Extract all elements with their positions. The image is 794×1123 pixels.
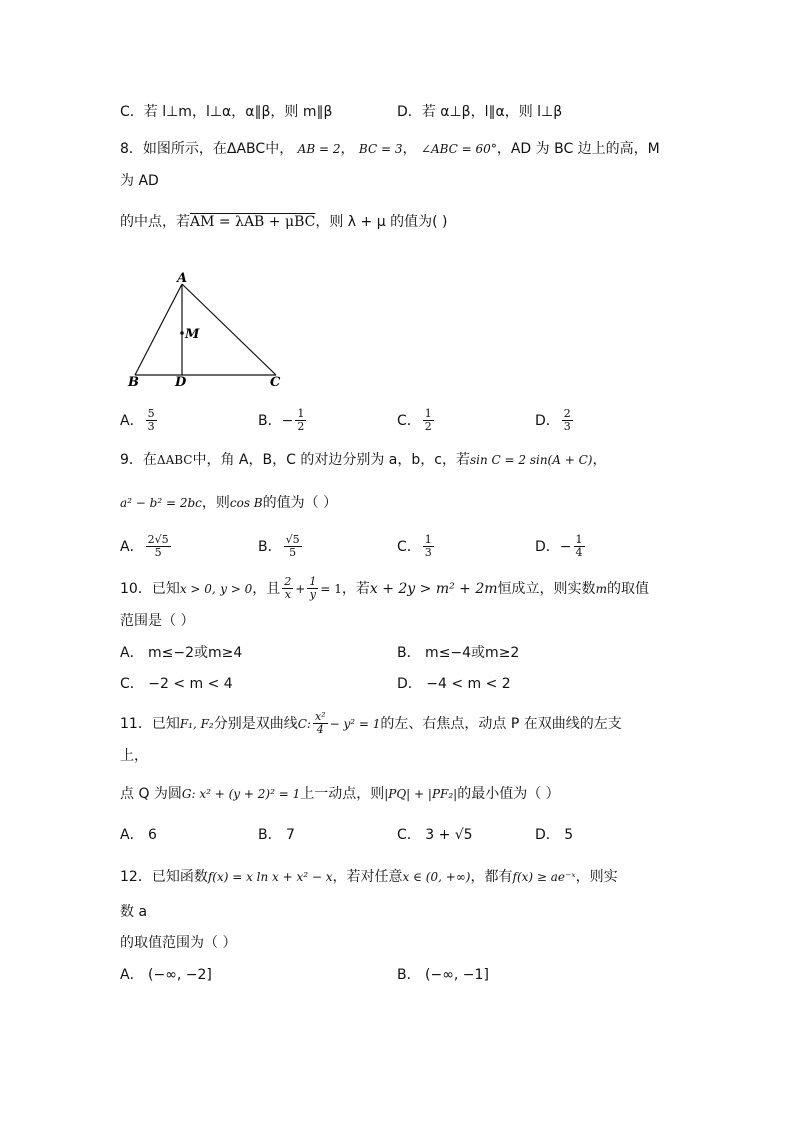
q9-option-a: A． $\frac{2√5}{5}$ [120,533,169,559]
midpoint-m-dot [180,331,184,335]
q8-option-c: C． $\frac{1}{2}$ [397,407,432,433]
q8-cond-ab: AB = 2 [297,142,341,156]
q8-cond-angle: ∠ABC = 60° [420,142,497,156]
q12-option-b: B． (−∞, −1] [397,967,489,983]
q12-option-a: A． (−∞, −2] [120,967,212,983]
q8-option-d: D． $\frac{2}{3}$ [535,407,571,433]
q8-option-a: A． $\frac{5}{3}$ [120,407,155,433]
q9-option-b: B． $\frac{√5}{5}$ [258,533,300,559]
q11-option-c: C． 3 + √5 [397,827,473,843]
q10-stem-line1: 10．已知 x > 0, y > 0 ，且 $\frac{2}{x}$ + $\frac{1}{y}$ = 1 ，若 x + 2y > m² + 2m 恒成立，则实数 m 的取值 [120,575,649,601]
label-b: B [128,375,139,390]
q11-stem-line2: 上， [120,748,148,764]
q9-option-d: D． − $\frac{1}{4}$ [535,533,583,559]
q8-option-b: B． − $\frac{1}{2}$ [258,407,305,433]
q12-stem-line3: 的取值范围为（ ） [120,935,237,951]
q10-option-c: C． −2 < m < 4 [120,676,233,692]
label-d: D [175,375,187,390]
q8-stem-line2: 为 AD [120,173,159,189]
q8-cond-bc: BC = 3 [358,142,403,156]
q9-stem-line2: a² − b² = 2bc，则cos B的值为（ ） [120,495,338,511]
q11-circle-equation: G: x² + (y + 2)² = 1 [181,787,301,801]
q12-function: f(x) = x ln x + x² − x [207,870,333,884]
q7-option-d: D．若 α⊥β，l∥α，则 l⊥β [397,104,563,120]
q11-stem-line3: 点 Q 为圆G: x² + (y + 2)² = 1上一动点，则|PQ| + |PF₂|的最小值为（ ） [120,786,560,802]
label-m: M [185,327,200,342]
q11-option-a: A． 6 [120,827,157,843]
q8-triangle-figure [120,272,300,392]
q12-stem-line2: 数 a [120,904,148,920]
side-ab [135,284,182,375]
q10-option-a: A． m≤−2或m≥4 [120,645,243,661]
q10-inequality: x + 2y > m² + 2m [369,580,498,597]
q10-stem-line2: 范围是（ ） [120,613,195,629]
q9-option-c: C． $\frac{1}{3}$ [397,533,432,559]
q11-stem-line1: 11．已知 F₁, F₂ 分别是双曲线 C: $\frac{\text{x²}}{4}$ − y² = 1 的左、右焦点，动点 P 在双曲线的左支 [120,710,622,736]
q10-option-b: B． m≤−4或m≥2 [397,645,520,661]
q11-option-d: D． 5 [535,827,574,843]
q9-condition-sin: sin C = 2 sin(A + C) [469,453,593,467]
q11-option-b: B． 7 [258,827,295,843]
q12-stem-line1: 12．已知函数f(x) = x ln x + x² − x，若对任意x ∈ (0, +∞)，都有f(x) ≥ ae⁻ˣ，则实 [120,869,618,885]
q9-condition-sides: a² − b² = 2bc [120,496,202,510]
q8-stem-line1: 8．如图所示，在ΔABC中， AB = 2， BC = 3， ∠ABC = 60°，AD 为 BC 边上的高，M [120,141,660,157]
q10-option-d: D． −4 < m < 2 [397,676,511,692]
q7-option-c: C．若 l⊥m，l⊥α，α∥β，则 m∥β [120,104,333,120]
label-a: A [177,272,188,286]
q8-vector-equation: AM = λAB + μBC [190,214,316,230]
label-c: C [270,375,281,390]
q8-stem-line3: 的中点，若AM = λAB + μBC，则 λ + μ 的值为( ) [120,214,448,230]
q9-stem-line1: 9．在ΔABC中，角 A，B，C 的对边分别为 a，b，c，若sin C = 2 sin(A + C)， [120,452,607,468]
